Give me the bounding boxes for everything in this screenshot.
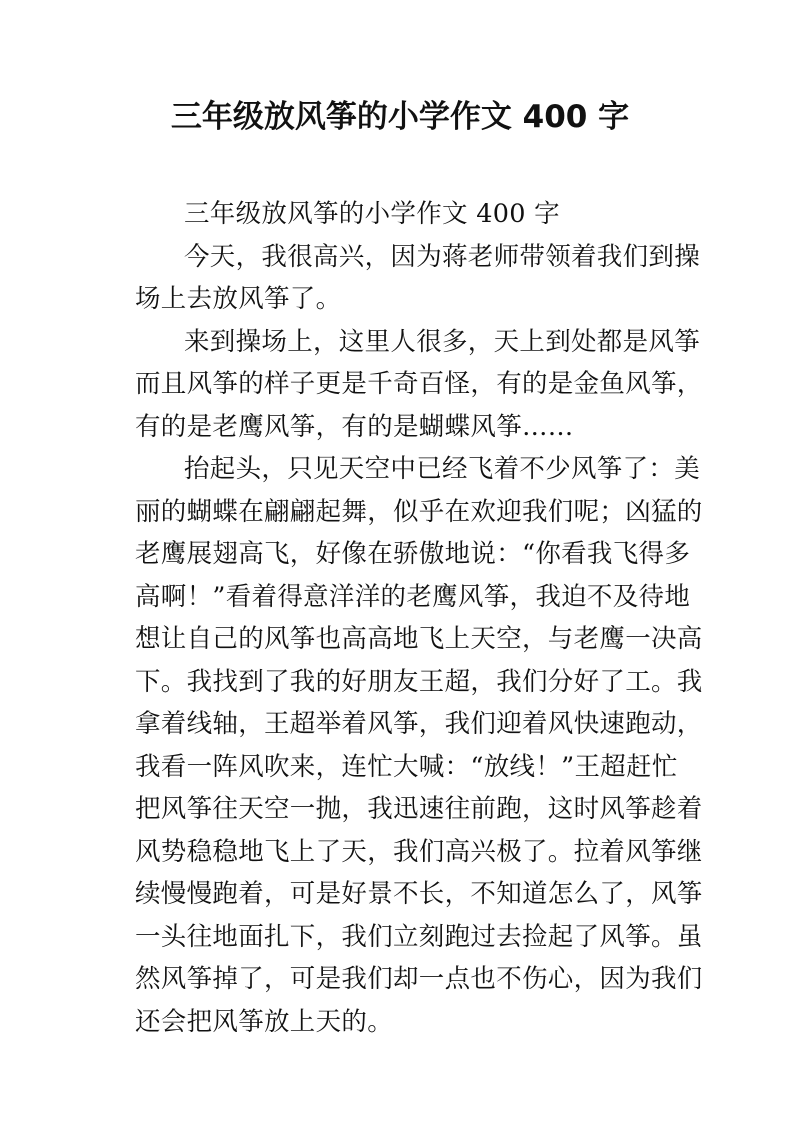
text-line: 高啊！”看着得意洋洋的老鹰风筝，我迫不及待地 [135,581,691,612]
text-line: 想让自己的风筝也高高地飞上天空，与老鹰一决高 [135,624,703,654]
text-line: 我看一阵风吹来，连忙大喊：“放线！”王超赶忙 [135,751,678,782]
text-line: 丽的蝴蝶在翩翩起舞，似乎在欢迎我们呢；凶猛的 [135,496,703,527]
text-line: 来到操场上，这里人很多，天上到处都是风筝 [184,326,701,357]
text-line: 三年级放风筝的小学作文 400 字 [184,199,560,229]
paragraph [135,448,703,1043]
text-line: 而且风筝的样子更是千奇百怪，有的是金鱼风筝， [135,369,703,399]
text-line: 一头往地面扎下，我们立刻跑过去捡起了风筝。虽 [135,921,703,952]
paragraph [135,321,703,449]
text-line: 风势稳稳地飞上了天，我们高兴极了。拉着风筝继 [135,836,703,867]
text-line: 还会把风筝放上天的。 [135,1006,394,1037]
text-line: 场上去放风筝了。 [135,284,342,314]
text-line: 下。我找到了我的好朋友王超，我们分好了工。我 [135,666,703,697]
paragraph [135,193,670,236]
document-title: 三年级放风筝的小学作文 400 字 [170,99,630,135]
text-line: 老鹰展翅高飞，好像在骄傲地说：“你看我飞得多 [135,539,691,569]
paragraph [135,236,701,321]
text-line: 然风筝掉了，可是我们却一点也不伤心，因为我们 [135,964,703,994]
text-line: 有的是老鹰风筝，有的是蝴蝶风筝…… [135,411,574,442]
text-line: 拿着线轴，王超举着风筝，我们迎着风快速跑动， [135,709,703,739]
text-line: 续慢慢跑着，可是好景不长，不知道怎么了，风筝 [135,879,703,909]
text-line: 抬起头，只见天空中已经飞着不少风筝了：美 [184,454,701,484]
text-line: 把风筝往天空一抛，我迅速往前跑，这时风筝趁着 [135,794,703,824]
text-line: 今天，我很高兴，因为蒋老师带领着我们到操 [184,241,701,272]
document-body [135,193,703,1043]
